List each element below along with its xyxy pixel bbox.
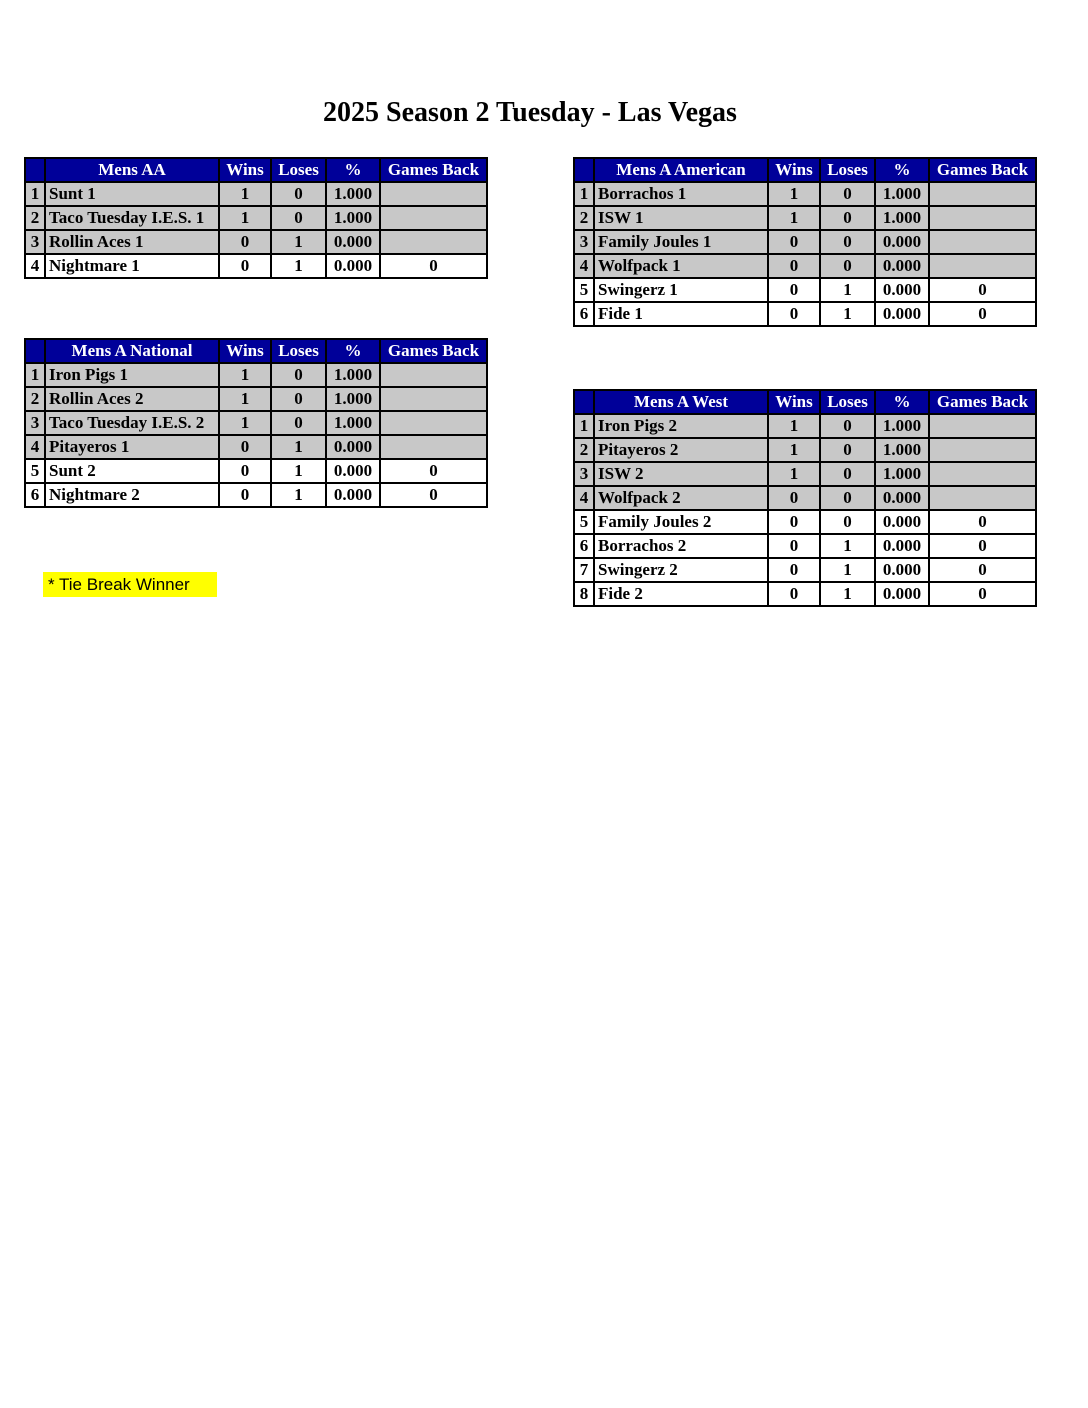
team-name: Nightmare 2: [45, 483, 219, 507]
rank-cell: 7: [574, 558, 594, 582]
games-back-cell: 0: [929, 510, 1036, 534]
pct-header: %: [875, 158, 929, 182]
pct-cell: 0.000: [326, 459, 380, 483]
games-back-cell: [929, 486, 1036, 510]
wins-cell: 1: [219, 387, 271, 411]
wins-cell: 1: [768, 438, 820, 462]
games-back-header: Games Back: [380, 339, 487, 363]
games-back-header: Games Back: [929, 158, 1036, 182]
rank-cell: 3: [574, 230, 594, 254]
games-back-cell: 0: [380, 459, 487, 483]
wins-cell: 1: [219, 206, 271, 230]
table-row: [25, 435, 487, 459]
table-row: [25, 483, 487, 507]
wins-cell: 1: [768, 462, 820, 486]
team-name: Fide 1: [594, 302, 768, 326]
games-back-cell: [929, 254, 1036, 278]
loses-cell: 1: [820, 582, 875, 606]
pct-cell: 0.000: [875, 534, 929, 558]
games-back-cell: 0: [380, 254, 487, 278]
division-name: Mens A National: [45, 339, 219, 363]
games-back-cell: [929, 414, 1036, 438]
rank-header: [25, 339, 45, 363]
team-name: Fide 2: [594, 582, 768, 606]
table-row: [574, 558, 1036, 582]
rank-cell: 2: [25, 387, 45, 411]
pct-cell: 1.000: [326, 182, 380, 206]
pct-header: %: [326, 158, 380, 182]
loses-cell: 0: [820, 462, 875, 486]
header-row: [574, 158, 1036, 182]
games-back-cell: 0: [380, 483, 487, 507]
rank-cell: 5: [574, 278, 594, 302]
loses-cell: 1: [820, 278, 875, 302]
loses-cell: 0: [271, 363, 326, 387]
rank-cell: 5: [574, 510, 594, 534]
loses-cell: 0: [820, 230, 875, 254]
table-row: [574, 582, 1036, 606]
table-row: [574, 534, 1036, 558]
loses-cell: 1: [820, 302, 875, 326]
team-name: Borrachos 2: [594, 534, 768, 558]
team-name: ISW 1: [594, 206, 768, 230]
wins-cell: 0: [768, 278, 820, 302]
division-name: Mens A West: [594, 390, 768, 414]
wins-header: Wins: [219, 158, 271, 182]
team-name: ISW 2: [594, 462, 768, 486]
rank-cell: 6: [574, 534, 594, 558]
rank-cell: 8: [574, 582, 594, 606]
team-name: Nightmare 1: [45, 254, 219, 278]
wins-cell: 0: [219, 459, 271, 483]
pct-cell: 1.000: [875, 462, 929, 486]
wins-cell: 1: [768, 182, 820, 206]
table-row: [25, 230, 487, 254]
wins-cell: 0: [768, 302, 820, 326]
pct-cell: 0.000: [875, 278, 929, 302]
wins-cell: 0: [768, 230, 820, 254]
wins-cell: 0: [219, 435, 271, 459]
table-row: [574, 206, 1036, 230]
table-row: [25, 182, 487, 206]
rank-cell: 2: [574, 206, 594, 230]
loses-cell: 0: [271, 182, 326, 206]
loses-cell: 0: [271, 387, 326, 411]
games-back-cell: 0: [929, 582, 1036, 606]
table-row: [574, 302, 1036, 326]
team-name: Iron Pigs 2: [594, 414, 768, 438]
loses-cell: 1: [820, 534, 875, 558]
pct-cell: 0.000: [875, 486, 929, 510]
team-name: Rollin Aces 1: [45, 230, 219, 254]
games-back-cell: [929, 462, 1036, 486]
team-name: Swingerz 2: [594, 558, 768, 582]
team-name: Swingerz 1: [594, 278, 768, 302]
table-row: [574, 278, 1036, 302]
team-name: Sunt 1: [45, 182, 219, 206]
rank-cell: 1: [25, 182, 45, 206]
rank-cell: 4: [25, 435, 45, 459]
games-back-cell: [380, 387, 487, 411]
standings-table-mens-a-american: [573, 157, 1037, 327]
header-row: [574, 390, 1036, 414]
pct-header: %: [326, 339, 380, 363]
loses-cell: 0: [820, 414, 875, 438]
games-back-cell: [380, 182, 487, 206]
pct-cell: 1.000: [326, 387, 380, 411]
wins-header: Wins: [768, 390, 820, 414]
table-row: [574, 510, 1036, 534]
loses-cell: 1: [271, 435, 326, 459]
rank-cell: 6: [574, 302, 594, 326]
rank-cell: 2: [25, 206, 45, 230]
table-row: [25, 387, 487, 411]
wins-header: Wins: [219, 339, 271, 363]
loses-cell: 1: [271, 483, 326, 507]
loses-cell: 0: [271, 411, 326, 435]
rank-cell: 3: [25, 230, 45, 254]
standings-table-mens-aa: [24, 157, 488, 279]
wins-cell: 1: [219, 363, 271, 387]
rank-header: [574, 158, 594, 182]
rank-cell: 2: [574, 438, 594, 462]
team-name: Pitayeros 1: [45, 435, 219, 459]
wins-header: Wins: [768, 158, 820, 182]
standings-table-mens-a-national: [24, 338, 488, 508]
wins-cell: 0: [768, 510, 820, 534]
games-back-header: Games Back: [380, 158, 487, 182]
pct-cell: 1.000: [875, 206, 929, 230]
games-back-cell: 0: [929, 278, 1036, 302]
wins-cell: 1: [768, 206, 820, 230]
header-row: [25, 158, 487, 182]
loses-cell: 0: [820, 182, 875, 206]
loses-cell: 1: [271, 459, 326, 483]
games-back-cell: 0: [929, 558, 1036, 582]
table-row: [25, 459, 487, 483]
pct-cell: 0.000: [326, 254, 380, 278]
table-row: [25, 411, 487, 435]
division-name: Mens AA: [45, 158, 219, 182]
team-name: Borrachos 1: [594, 182, 768, 206]
rank-cell: 4: [574, 486, 594, 510]
pct-cell: 0.000: [875, 254, 929, 278]
team-name: Iron Pigs 1: [45, 363, 219, 387]
pct-cell: 0.000: [326, 435, 380, 459]
team-name: Sunt 2: [45, 459, 219, 483]
team-name: Family Joules 2: [594, 510, 768, 534]
table-row: [574, 254, 1036, 278]
pct-cell: 1.000: [326, 411, 380, 435]
loses-header: Loses: [271, 339, 326, 363]
loses-cell: 0: [820, 486, 875, 510]
rank-cell: 6: [25, 483, 45, 507]
team-name: Taco Tuesday I.E.S. 2: [45, 411, 219, 435]
loses-cell: 0: [271, 206, 326, 230]
wins-cell: 1: [219, 182, 271, 206]
table-row: [574, 462, 1036, 486]
loses-cell: 0: [820, 510, 875, 534]
wins-cell: 1: [219, 411, 271, 435]
pct-cell: 1.000: [326, 206, 380, 230]
rank-cell: 3: [25, 411, 45, 435]
loses-cell: 1: [271, 254, 326, 278]
games-back-cell: 0: [929, 534, 1036, 558]
pct-cell: 0.000: [326, 230, 380, 254]
games-back-cell: [929, 230, 1036, 254]
rank-header: [574, 390, 594, 414]
pct-cell: 1.000: [875, 438, 929, 462]
team-name: Rollin Aces 2: [45, 387, 219, 411]
games-back-cell: [929, 182, 1036, 206]
rank-cell: 5: [25, 459, 45, 483]
wins-cell: 0: [768, 534, 820, 558]
pct-cell: 1.000: [875, 414, 929, 438]
wins-cell: 0: [768, 582, 820, 606]
pct-cell: 0.000: [875, 510, 929, 534]
loses-cell: 0: [820, 438, 875, 462]
wins-cell: 0: [219, 230, 271, 254]
table-row: [574, 230, 1036, 254]
wins-cell: 0: [768, 254, 820, 278]
pct-cell: 0.000: [875, 302, 929, 326]
pct-header: %: [875, 390, 929, 414]
rank-cell: 4: [25, 254, 45, 278]
loses-cell: 0: [820, 254, 875, 278]
pct-cell: 0.000: [326, 483, 380, 507]
pct-cell: 0.000: [875, 558, 929, 582]
wins-cell: 0: [219, 483, 271, 507]
loses-cell: 0: [820, 206, 875, 230]
rank-header: [25, 158, 45, 182]
division-name: Mens A American: [594, 158, 768, 182]
team-name: Family Joules 1: [594, 230, 768, 254]
table-row: [25, 206, 487, 230]
page-title: 2025 Season 2 Tuesday - Las Vegas: [323, 97, 737, 128]
loses-cell: 1: [271, 230, 326, 254]
tie-break-legend: * Tie Break Winner: [43, 572, 217, 597]
loses-cell: 1: [820, 558, 875, 582]
games-back-cell: [380, 363, 487, 387]
table-row: [25, 254, 487, 278]
standings-table-mens-a-west: [573, 389, 1037, 607]
loses-header: Loses: [271, 158, 326, 182]
wins-cell: 0: [219, 254, 271, 278]
wins-cell: 0: [768, 558, 820, 582]
header-row: [25, 339, 487, 363]
games-back-cell: 0: [929, 302, 1036, 326]
team-name: Pitayeros 2: [594, 438, 768, 462]
table-row: [574, 414, 1036, 438]
table-row: [25, 363, 487, 387]
games-back-cell: [929, 206, 1036, 230]
rank-cell: 1: [25, 363, 45, 387]
wins-cell: 1: [768, 414, 820, 438]
games-back-cell: [380, 411, 487, 435]
pct-cell: 1.000: [326, 363, 380, 387]
table-row: [574, 486, 1036, 510]
games-back-header: Games Back: [929, 390, 1036, 414]
team-name: Wolfpack 1: [594, 254, 768, 278]
team-name: Wolfpack 2: [594, 486, 768, 510]
rank-cell: 1: [574, 182, 594, 206]
rank-cell: 3: [574, 462, 594, 486]
games-back-cell: [929, 438, 1036, 462]
rank-cell: 4: [574, 254, 594, 278]
wins-cell: 0: [768, 486, 820, 510]
loses-header: Loses: [820, 158, 875, 182]
games-back-cell: [380, 206, 487, 230]
games-back-cell: [380, 230, 487, 254]
loses-header: Loses: [820, 390, 875, 414]
pct-cell: 1.000: [875, 182, 929, 206]
table-row: [574, 182, 1036, 206]
games-back-cell: [380, 435, 487, 459]
team-name: Taco Tuesday I.E.S. 1: [45, 206, 219, 230]
table-row: [574, 438, 1036, 462]
pct-cell: 0.000: [875, 582, 929, 606]
rank-cell: 1: [574, 414, 594, 438]
pct-cell: 0.000: [875, 230, 929, 254]
